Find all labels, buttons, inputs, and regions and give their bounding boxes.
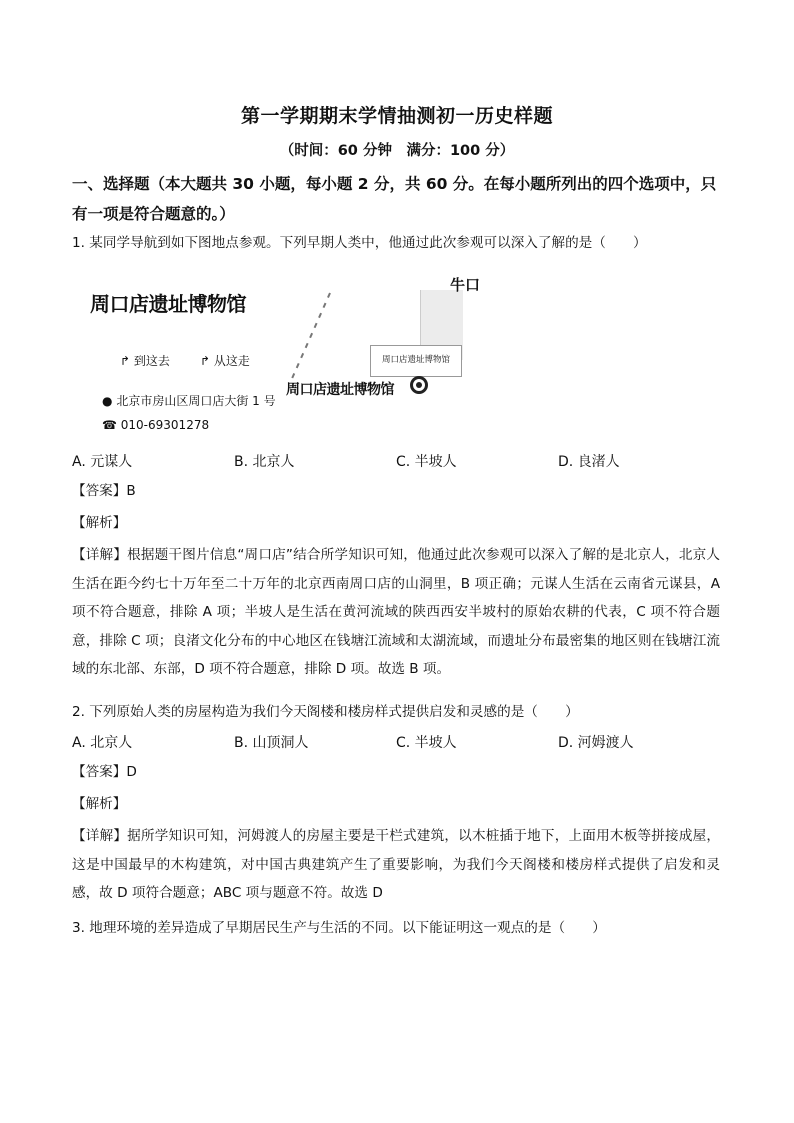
- turn-arrow-icon: ↱: [120, 354, 131, 368]
- exam-title: 第一学期期末学情抽测初一历史样题: [240, 105, 553, 127]
- map-corner-text: 牛口: [450, 276, 481, 294]
- q1-option-d: D. 良渚人: [558, 454, 620, 470]
- q2-option-d: D. 河姆渡人: [558, 735, 634, 751]
- q1-option-b: B. 北京人: [234, 454, 295, 470]
- from-here-button[interactable]: ↱ 从这走: [200, 354, 250, 368]
- map-pin-icon: [410, 376, 428, 394]
- phone-icon: ☎: [102, 418, 117, 432]
- map-phone: ☎ 010-69301278: [102, 418, 210, 432]
- map-address: ● 北京市房山区周口店大街 1 号: [102, 394, 276, 408]
- go-here-button[interactable]: ↱ 到这去: [120, 354, 170, 368]
- q1-analysis-label: 【解析】: [72, 515, 127, 531]
- q2-stem: 2. 下列原始人类的房屋构造为我们今天阁楼和楼房样式提供启发和灵感的是（ ）: [72, 704, 579, 720]
- exam-subtitle: （时间：60 分钟 满分：100 分）: [279, 143, 515, 159]
- q2-analysis-label: 【解析】: [72, 796, 127, 812]
- q2-detail: 【详解】据所学知识可知，河姆渡人的房屋主要是干栏式建筑，以木桩插于地下，上面用木板等拼接成屋，这是中国最早的木构建筑，对中国古典建筑产生了重要影响，为我们今天阁楼和楼房样式提供了启发和灵感，故 D 项符合题意；ABC 项与题意不符。故选 D: [72, 828, 720, 901]
- section-heading: 一、选择题（本大题共 30 小题，每小题 2 分，共 60 分。在每小题所列出的四个选项中，只有一项是符合题意的。）: [72, 175, 717, 223]
- q1-option-a: A. 元谋人: [72, 454, 133, 470]
- map-figure: [90, 268, 490, 446]
- map-title: 周口店遗址博物馆: [90, 292, 246, 316]
- map-location-label: 周口店遗址博物馆: [286, 382, 394, 398]
- q2-answer: 【答案】D: [72, 764, 137, 780]
- q2-option-b: B. 山顶洞人: [234, 735, 309, 751]
- map-location-box: 周口店遗址博物馆: [370, 345, 462, 377]
- q1-detail: 【详解】根据题干图片信息“周口店”结合所学知识可知，他通过此次参观可以深入了解的是北京人，北京人生活在距今约七十万年至二十万年的北京西南周口店的山洞里，B 项正确；元谋人生活在云南省元谋县，A 项不符合题意，排除 A 项；半坡人是生活在黄河流域的陕西西安半坡村的原始农耕的代表，C 项不符合题意，排除 C 项；良渚文化分布的中心地区在钱塘江流域和太湖流域，而遗址分布最密集的地区则在钱塘江流域的东北部、东部，D 项不符合题意，排除 D 项。故选 B 项。: [72, 547, 720, 677]
- q1-answer: 【答案】B: [72, 483, 136, 499]
- q2-option-c: C. 半坡人: [396, 735, 457, 751]
- q1-stem: 1. 某同学导航到如下图地点参观。下列早期人类中，他通过此次参观可以深入了解的是（ ）: [72, 235, 647, 251]
- location-pin-icon: ●: [102, 394, 113, 408]
- forward-arrow-icon: ↱: [200, 354, 211, 368]
- q1-option-c: C. 半坡人: [396, 454, 457, 470]
- q3-stem: 3. 地理环境的差异造成了早期居民生产与生活的不同。以下能证明这一观点的是（ ）: [72, 920, 606, 936]
- q2-option-a: A. 北京人: [72, 735, 133, 751]
